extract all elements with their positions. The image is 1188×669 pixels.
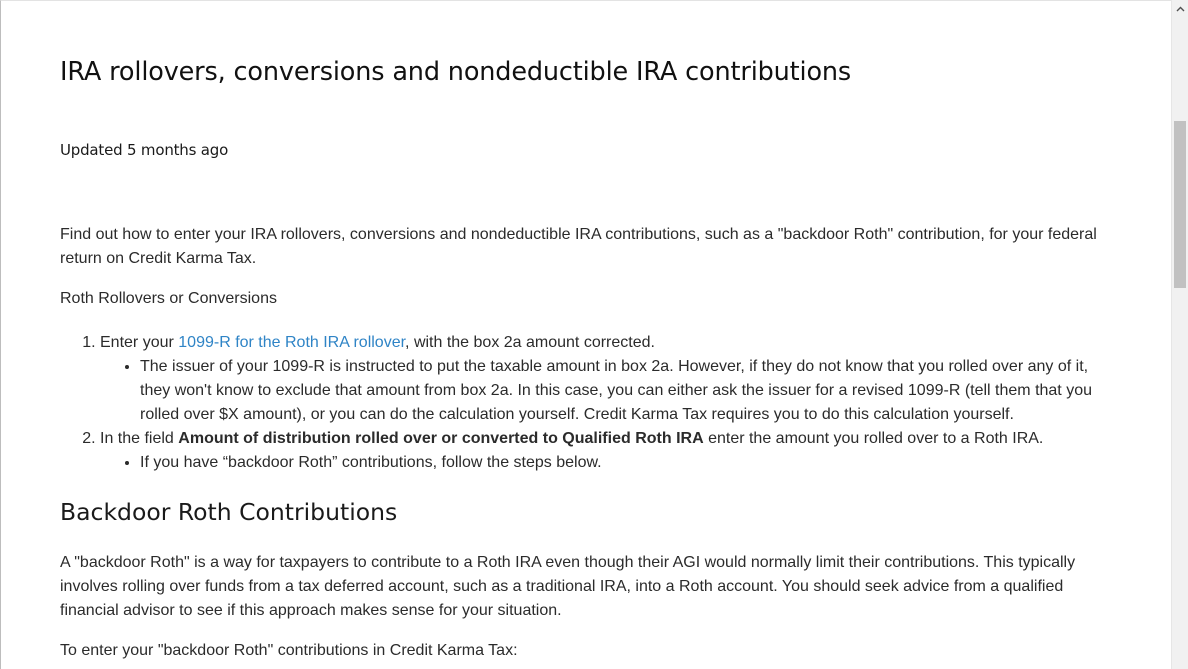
- 1099r-roth-rollover-link[interactable]: 1099-R for the Roth IRA rollover: [178, 334, 406, 351]
- backdoor-roth-instructions: To enter your "backdoor Roth" contributions in Credit Karma Tax:: [60, 642, 518, 659]
- intro-paragraph: Find out how to enter your IRA rollovers, conversions and nondeductible IRA contributions, such as a "backdoor Roth" contribution, for your federal return on Credit Karma Tax.: [60, 226, 1097, 267]
- step-1-bullet: • The issuer of your 1099-R is instructed to put the taxable amount in box 2a. However, if they do not know that you rolled over any of it, they won't know to exclude that amount from box 2a. In this case, you can either ask the issuer for a revised 1099-R (tell them that you rolled over $X amount), or you can do the calculation yourself. Credit Karma Tax requires you to do this calculation yourself.: [140, 355, 1100, 427]
- scrollbar-thumb[interactable]: [1174, 121, 1186, 288]
- step-2-field-name: Amount of distribution rolled over or converted to Qualified Roth IRA: [178, 430, 704, 447]
- step-2-bullet: • If you have “backdoor Roth” contributions, follow the steps below.: [140, 451, 1100, 475]
- updated-timestamp: Updated 5 months ago: [60, 141, 229, 159]
- step-2-sublist: [100, 451, 1120, 475]
- steps-list: [60, 331, 1120, 475]
- step-1: [100, 331, 1120, 427]
- backdoor-roth-paragraph: A "backdoor Roth" is a way for taxpayers to contribute to a Roth IRA even though their AGI would normally limit their contributions. This typically involves rolling over funds from a tax deferred account, such as a traditional IRA, into a Roth account. You should seek advice from a qualified financial advisor to see if this approach makes sense for your situation.: [60, 554, 1076, 619]
- step-1-prefix: Enter your: [100, 334, 179, 351]
- step-1-sublist: [100, 355, 1120, 427]
- step-2: [100, 427, 1120, 475]
- step-1-suffix: , with the box 2a amount corrected.: [405, 334, 655, 351]
- article-title: IRA rollovers, conversions and nondeductible IRA contributions: [60, 57, 852, 87]
- step-2-suffix: enter the amount you rolled over to a Roth IRA.: [703, 430, 1044, 447]
- vertical-scrollbar[interactable]: [1171, 0, 1188, 669]
- backdoor-roth-heading: Backdoor Roth Contributions: [60, 498, 398, 526]
- chevron-up-icon[interactable]: [1172, 0, 1188, 17]
- step-2-prefix: In the field: [100, 430, 179, 447]
- section-label-roth-rollovers: Roth Rollovers or Conversions: [60, 290, 277, 307]
